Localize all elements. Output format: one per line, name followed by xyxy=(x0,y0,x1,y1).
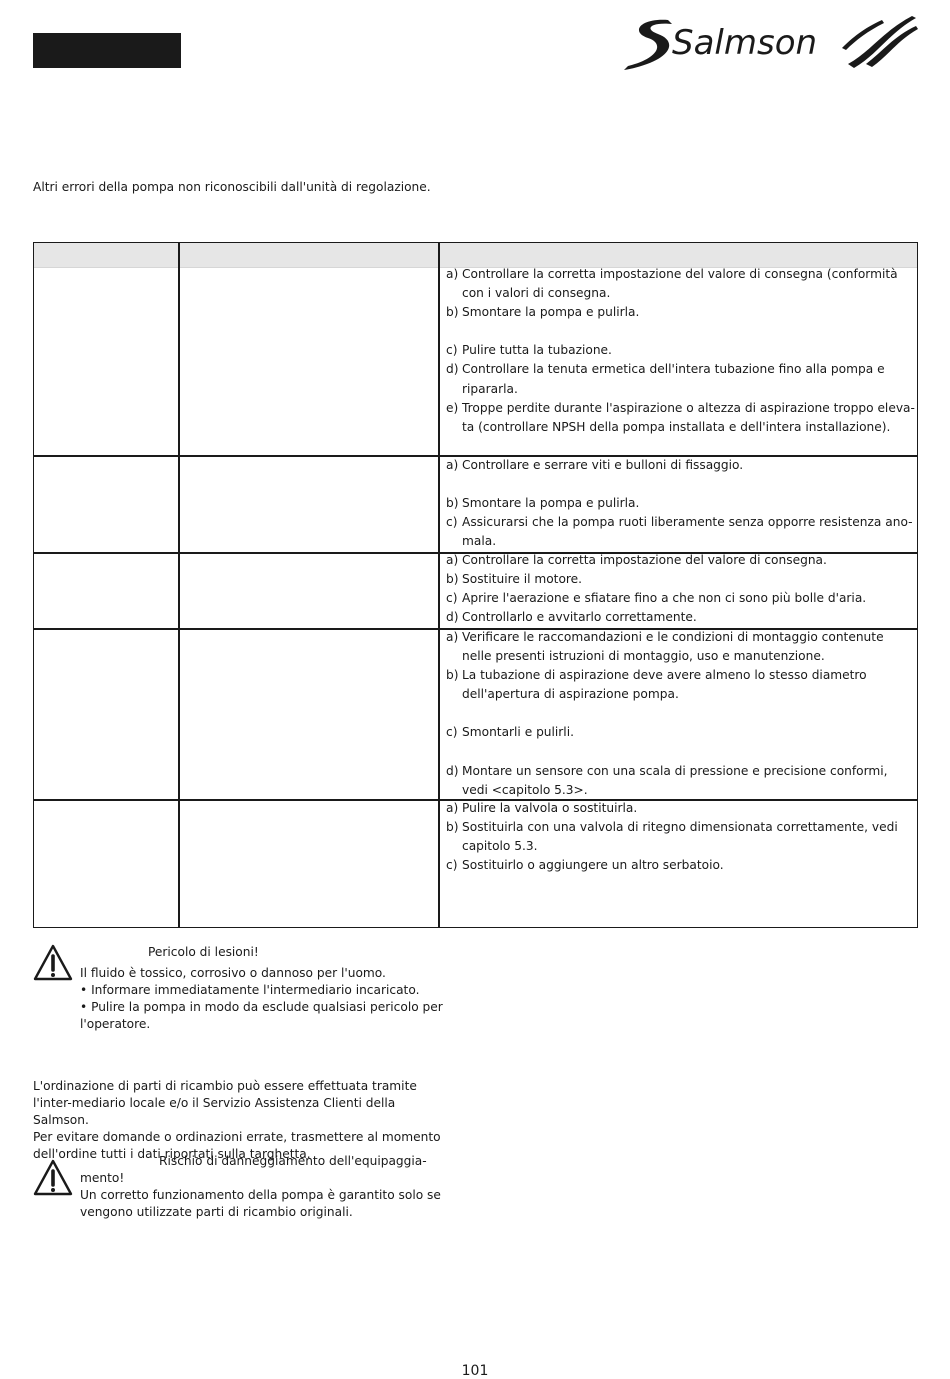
spacer xyxy=(446,704,916,723)
remedy-text: Smontare la pompa e pulirla. xyxy=(462,496,640,511)
remedy-label: c) xyxy=(446,515,458,530)
remedy-label: b) xyxy=(446,668,459,683)
spacer xyxy=(446,322,916,341)
remedy-text: La tubazione di aspirazione deve avere almeno lo stesso diametro dell'apertura di aspirazione pompa. xyxy=(462,668,867,702)
remedy-label: c) xyxy=(446,725,458,740)
warning-title-continuation: mento! xyxy=(80,1171,125,1185)
remedy-label: b) xyxy=(446,496,459,511)
warning-text: Il fluido è tossico, corrosivo o dannoso per l'uomo. xyxy=(80,966,386,980)
remedy-item xyxy=(446,589,916,608)
remedy-item xyxy=(446,628,916,666)
warning-equipment-damage xyxy=(33,1153,473,1233)
remedy-text: Assicurarsi che la pompa ruoti liberamente senza opporre resistenza ano-mala. xyxy=(462,515,913,549)
warning-triangle-icon xyxy=(33,1159,73,1197)
remedy-label: a) xyxy=(446,553,459,567)
logo-wordmark: Salmson xyxy=(672,23,818,63)
remedy-item xyxy=(446,303,916,322)
remedy-item xyxy=(446,513,916,551)
remedy-text: Pulire tutta la tubazione. xyxy=(462,343,612,358)
remedy-label: c) xyxy=(446,343,458,358)
remedy-text: Smontarli e pulirli. xyxy=(462,725,574,740)
remedy-label: d) xyxy=(446,610,459,625)
remedy-item xyxy=(446,799,916,818)
remedy-text: Sostituire il motore. xyxy=(462,572,583,587)
remedy-label: d) xyxy=(446,362,459,377)
warning-text: Un corretto funzionamento della pompa è garantito solo se vengono utilizzate parti di ricambio originali. xyxy=(80,1188,441,1219)
remedy-text: Controllare la corretta impostazione del valore di consegna. xyxy=(462,553,827,567)
remedy-item xyxy=(446,666,916,704)
remedy-label: b) xyxy=(446,572,459,587)
remedy-label: a) xyxy=(446,458,459,472)
remedy-text: Smontare la pompa e pulirla. xyxy=(462,305,640,320)
column-divider xyxy=(178,243,180,927)
remedy-item xyxy=(446,818,916,856)
remedy-item xyxy=(446,551,916,570)
remedy-text: Montare un sensore con una scala di pressione e precisione conformi, vedi <capitolo 5.3>. xyxy=(462,763,888,797)
remedy-text: Controllare la corretta impostazione del valore di consegna (conformità con i valori di consegna. xyxy=(462,267,898,301)
warning-bullet: • Pulire la pompa in modo da esclude qualsiasi pericolo per l'operatore. xyxy=(80,1000,443,1031)
remedy-text: Controllarlo e avvitarlo correttamente. xyxy=(462,610,697,625)
remedy-label: a) xyxy=(446,267,459,281)
remedy-item xyxy=(446,723,916,742)
spare-parts-paragraph: Per evitare domande o ordinazioni errate, trasmettere al momento dell'ordine tutti i dati riportati sulla targhetta. xyxy=(33,1130,441,1161)
remedy-label: c) xyxy=(446,858,458,873)
salmson-logo xyxy=(620,12,920,74)
remedy-cell xyxy=(446,265,916,437)
remedy-label: b) xyxy=(446,820,459,835)
remedy-item xyxy=(446,360,916,398)
remedy-item xyxy=(446,570,916,589)
remedy-cell xyxy=(446,799,916,875)
spare-parts-paragraph: L'ordinazione di parti di ricambio può essere effettuata tramite l'inter-mediario locale e/o il Servizio Assistenza Clienti della Salmson. xyxy=(33,1079,417,1127)
language-tab-block xyxy=(33,33,181,68)
remedy-cell xyxy=(446,456,916,551)
remedy-cell xyxy=(446,551,916,627)
intro-text: Altri errori della pompa non riconoscibili dall'unità di regolazione. xyxy=(33,180,431,194)
remedy-label: d) xyxy=(446,763,459,778)
remedy-text: Controllare e serrare viti e bulloni di fissaggio. xyxy=(462,458,744,472)
warning-bullet: • Informare immediatamente l'intermediario incaricato. xyxy=(80,983,420,997)
troubleshooting-table xyxy=(33,242,918,928)
remedy-item xyxy=(446,494,916,513)
remedy-item xyxy=(446,341,916,360)
remedy-text: Troppe perdite durante l'aspirazione o altezza di aspirazione troppo eleva-ta (controllare NPSH della pompa installata e dell'intera installazione). xyxy=(462,400,915,434)
remedy-item xyxy=(446,265,916,303)
warning-injury xyxy=(33,944,473,1034)
remedy-label: b) xyxy=(446,305,459,320)
page-number: 101 xyxy=(461,1363,489,1379)
spacer xyxy=(446,743,916,762)
remedy-item xyxy=(446,456,916,475)
remedy-item xyxy=(446,762,916,800)
remedy-label: a) xyxy=(446,630,459,644)
remedy-text: Aprire l'aerazione e sfiatare fino a che non ci sono più bolle d'aria. xyxy=(462,591,867,606)
remedy-item xyxy=(446,608,916,627)
remedy-text: Sostituirla con una valvola di ritegno dimensionata correttamente, vedi capitolo 5.3. xyxy=(462,820,898,854)
remedy-item xyxy=(446,856,916,875)
remedy-label: a) xyxy=(446,801,459,815)
remedy-label: c) xyxy=(446,591,458,606)
remedy-cell xyxy=(446,628,916,800)
remedy-text: Verificare le raccomandazioni e le condizioni di montaggio contenute nelle presenti istruzioni di montaggio, uso e manutenzione. xyxy=(462,630,884,664)
warning-triangle-icon xyxy=(33,944,73,982)
remedy-item xyxy=(446,399,916,437)
spacer xyxy=(446,475,916,494)
warning-title: Rischio di danneggiamento dell'equipaggia- xyxy=(159,1154,427,1168)
remedy-text: Sostituirlo o aggiungere un altro serbatoio. xyxy=(462,858,724,873)
remedy-label: e) xyxy=(446,400,459,415)
warning-title: Pericolo di lesioni! xyxy=(148,945,259,959)
remedy-text: Controllare la tenuta ermetica dell'intera tubazione fino alla pompa e ripararla. xyxy=(462,362,885,396)
remedy-text: Pulire la valvola o sostituirla. xyxy=(462,801,638,815)
column-divider xyxy=(438,243,440,927)
spare-parts-text xyxy=(33,1078,453,1163)
